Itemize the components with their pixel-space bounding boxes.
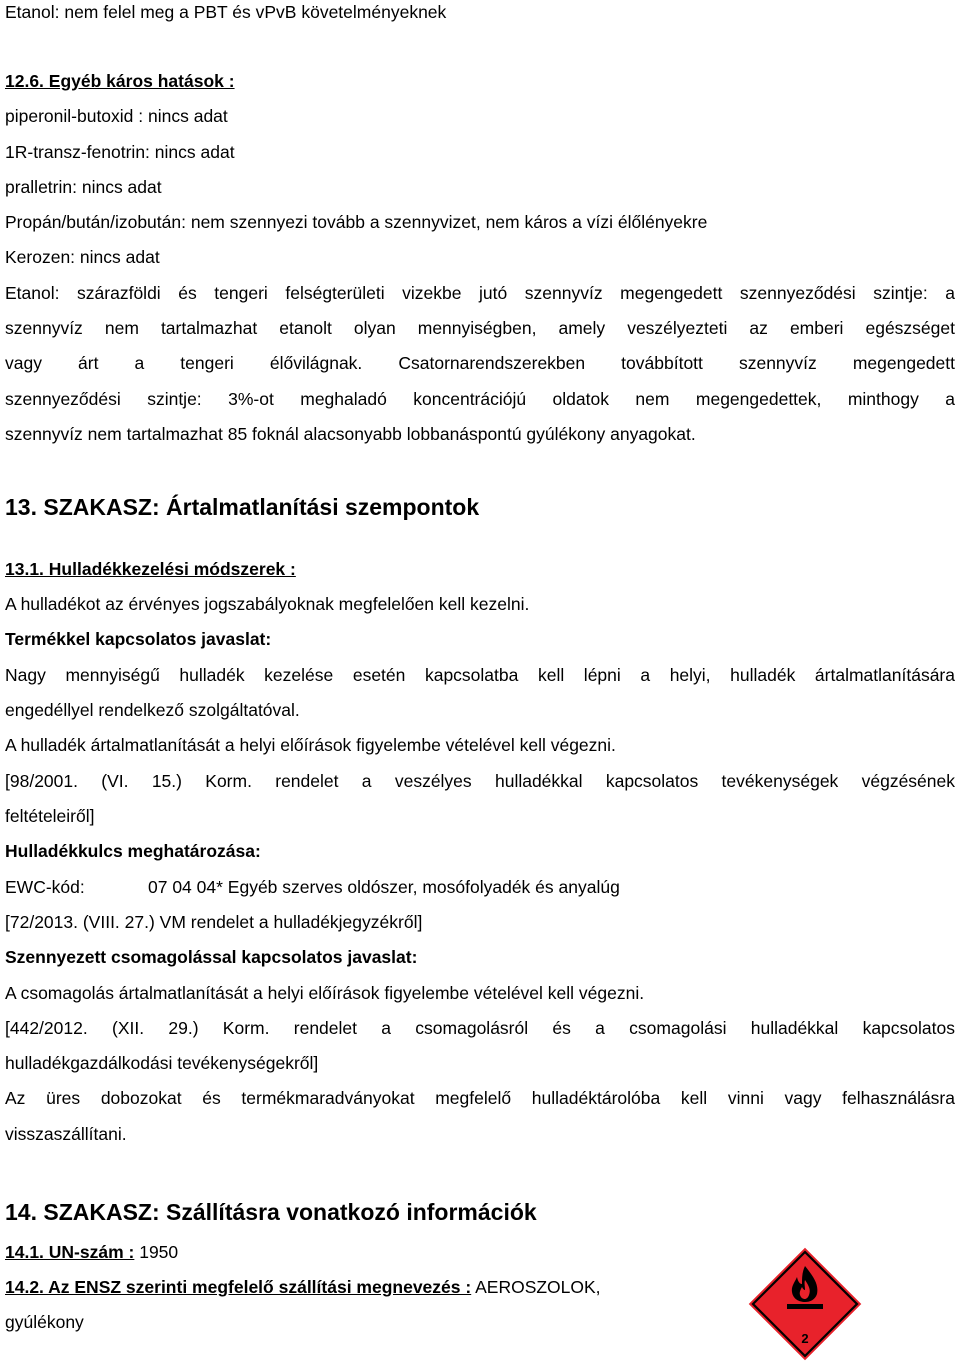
ures-dobozok-line-1: Az üres dobozokat és termékmaradványokat megfelelő hulladéktárolóba kell vinni vagy felhasználásra [5,1088,955,1108]
rendelet-98-line-2: feltételeiről] [5,806,95,826]
etanol-paragraph-line-2: szennyvíz nem tartalmazhat etanolt olyan mennyiségben, amely veszélyezteti az emberi egészséget [5,318,955,338]
shipping-name-continuation: gyúlékony [5,1312,84,1332]
etanol-paragraph-line-4: szennyeződési szintje: 3%-ot meghaladó koncentrációjú oldatok nem megengedettek, minthogy a [5,389,955,409]
nagy-mennyiseg-line-2: engedéllyel rendelkező szolgáltatóval. [5,700,300,720]
hazard-class-number: 2 [801,1331,809,1346]
shipping-name-value: AEROSZOLOK, [471,1277,601,1297]
szennyezett-csomagolas-heading: Szennyezett csomagolással kapcsolatos javaslat: [5,947,418,967]
csomagolas-artalmatlanitas-line: A csomagolás ártalmatlanítását a helyi előírások figyelembe vételével kell végezni. [5,983,645,1003]
section-13-heading: 13. SZAKASZ: Ártalmatlanítási szempontok [5,494,480,520]
section-12-6-heading: 12.6. Egyéb káros hatások : [5,71,235,91]
rendelet-72-line: [72/2013. (VIII. 27.) VM rendelet a hulladékjegyzékről] [5,912,423,932]
piperonil-line: piperonil-butoxid : nincs adat [5,106,228,126]
section-14-1-label: 14.1. UN-szám : [5,1242,135,1262]
ewc-label: EWC-kód: [5,877,85,897]
rendelet-442-line-1: [442/2012. (XII. 29.) Korm. rendelet a csomagolásról és a csomagolási hulladékkal kapcsolatos [5,1018,955,1038]
termekkel-heading: Termékkel kapcsolatos javaslat: [5,629,272,649]
flammable-gas-hazard-label [747,1246,863,1362]
propan-line: Propán/bután/izobután: nem szennyezi tovább a szennyvizet, nem káros a vízi élőlényekre [5,212,708,232]
fenotrin-line: 1R-transz-fenotrin: nincs adat [5,142,235,162]
etanol-paragraph-line-1: Etanol: szárazföldi és tengeri felségterületi vizekbe jutó szennyvíz megengedett szennyeződési szintje: a [5,283,955,303]
section-14-heading: 14. SZAKASZ: Szállításra vonatkozó információk [5,1199,537,1225]
ewc-code-row [5,876,620,898]
ewc-value: 07 04 04* Egyéb szerves oldószer, mosófolyadék és anyalúg [148,877,620,897]
etanol-paragraph-line-5: szennyvíz nem tartalmazhat 85 foknál alacsonyabb lobbanáspontú gyúlékony anyagokat. [5,424,696,444]
hulladek-artalmatlanitas-line: A hulladék ártalmatlanítását a helyi előírások figyelembe vételével kell végezni. [5,735,616,755]
hulladekkulcs-heading: Hulladékkulcs meghatározása: [5,841,261,861]
section-13-1-heading: 13.1. Hulladékkezelési módszerek : [5,559,296,579]
etanol-paragraph-line-3: vagy árt a tengeri élővilágnak. Csatornarendszerekben továbbított szennyvíz megengedett [5,353,955,373]
nagy-mennyiseg-line-1: Nagy mennyiségű hulladék kezelése esetén kapcsolatba kell lépni a helyi, hulladék ártalmatlanítására [5,665,955,685]
pralletrin-line: pralletrin: nincs adat [5,177,162,197]
rendelet-98-line-1: [98/2001. (VI. 15.) Korm. rendelet a veszélyes hulladékkal kapcsolatos tevékenységek végzésének [5,771,955,791]
section-14-2-row [5,1276,601,1298]
section-14-2-label: 14.2. Az ENSZ szerinti megfelelő szállítási megnevezés : [5,1277,472,1297]
section-14-1-row [5,1241,178,1263]
rendelet-442-line-2: hulladékgazdálkodási tevékenységekről] [5,1053,319,1073]
kerozen-line: Kerozen: nincs adat [5,247,160,267]
un-number-value: 1950 [134,1242,179,1262]
etanol-pbt-line: Etanol: nem felel meg a PBT és vPvB követelményeknek [5,2,447,22]
hulladek-ervenyes-line: A hulladékot az érvényes jogszabályoknak megfelelően kell kezelni. [5,594,530,614]
ures-dobozok-line-2: visszaszállítani. [5,1124,127,1144]
